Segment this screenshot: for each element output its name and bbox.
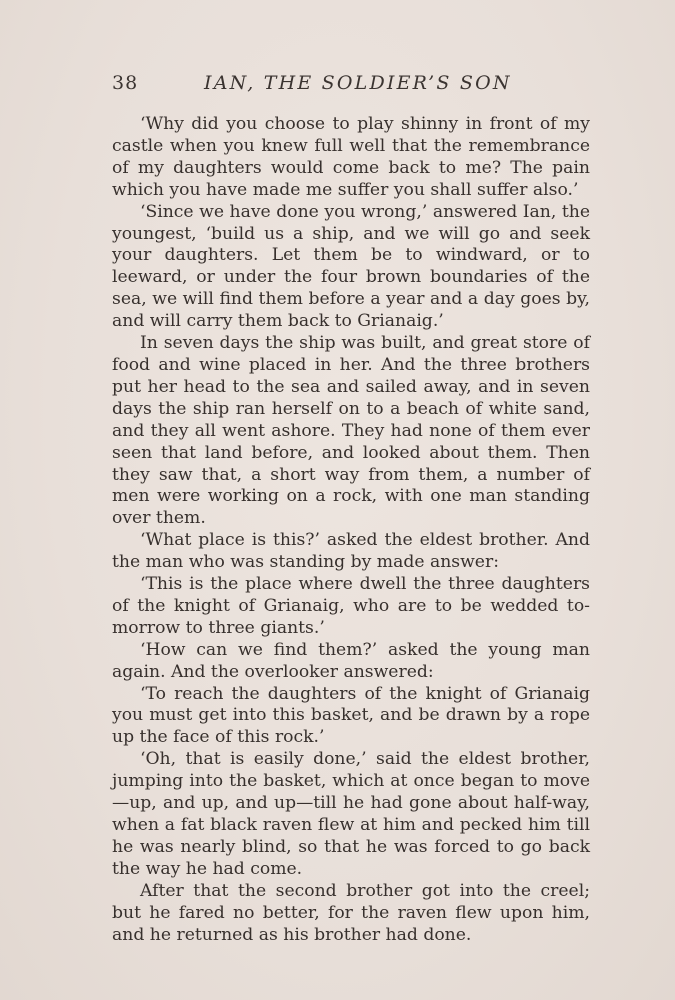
paragraph: ‘To reach the daughters of the knight of Grianaig you must get into this basket, and be drawn by a rope up the face of this rock.’ bbox=[112, 683, 590, 748]
body-text bbox=[112, 114, 590, 946]
page-header bbox=[112, 72, 592, 102]
paragraph: After that the second brother got into the creel; but he fared no better, for the raven flew upon him, and he returned as his brother had done. bbox=[112, 880, 590, 945]
paragraph: In seven days the ship was built, and great store of food and wine placed in her. And the three brothers put her head to the sea and sailed away, and in seven days the ship ran herself on to a beach of white sand, and they all went ashore. They had none of them ever seen that land before, and looked about them. Then they saw that, a short way from them, a number of men were working on a rock, with one man standing over them. bbox=[112, 333, 590, 529]
paragraph: ‘What place is this?’ asked the eldest brother. And the man who was standing by made answer: bbox=[112, 530, 590, 573]
page-number: 38 bbox=[112, 72, 139, 94]
paragraph: ‘Why did you choose to play shinny in front of my castle when you knew full well that the remembrance of my daughters would come back to me? The pain which you have made me suffer you shall suffer also.’ bbox=[112, 114, 590, 200]
paragraph: ‘How can we find them?’ asked the young man again. And the overlooker answered: bbox=[112, 639, 590, 682]
paragraph: ‘This is the place where dwell the three daughters of the knight of Grianaig, who are to be wedded to-morrow to three giants.’ bbox=[112, 574, 590, 638]
paragraph: ‘Oh, that is easily done,’ said the eldest brother, jumping into the basket, which at once began to move—up, and up, and up—till he had gone about half-way, when a fat black raven flew at him and pecked him till he was nearly blind, so that he was forced to go back the way he had come. bbox=[112, 749, 590, 879]
paragraph: ‘Since we have done you wrong,’ answered Ian, the youngest, ‘build us a ship, and we will go and seek your daughters. Let them be to windward, or to leeward, or under the four brown boundaries of the sea, we will find them before a year and a day goes by, and will carry them back to Grianaig.’ bbox=[112, 201, 590, 332]
running-title: IAN, THE SOLDIER’S SON bbox=[204, 72, 512, 94]
